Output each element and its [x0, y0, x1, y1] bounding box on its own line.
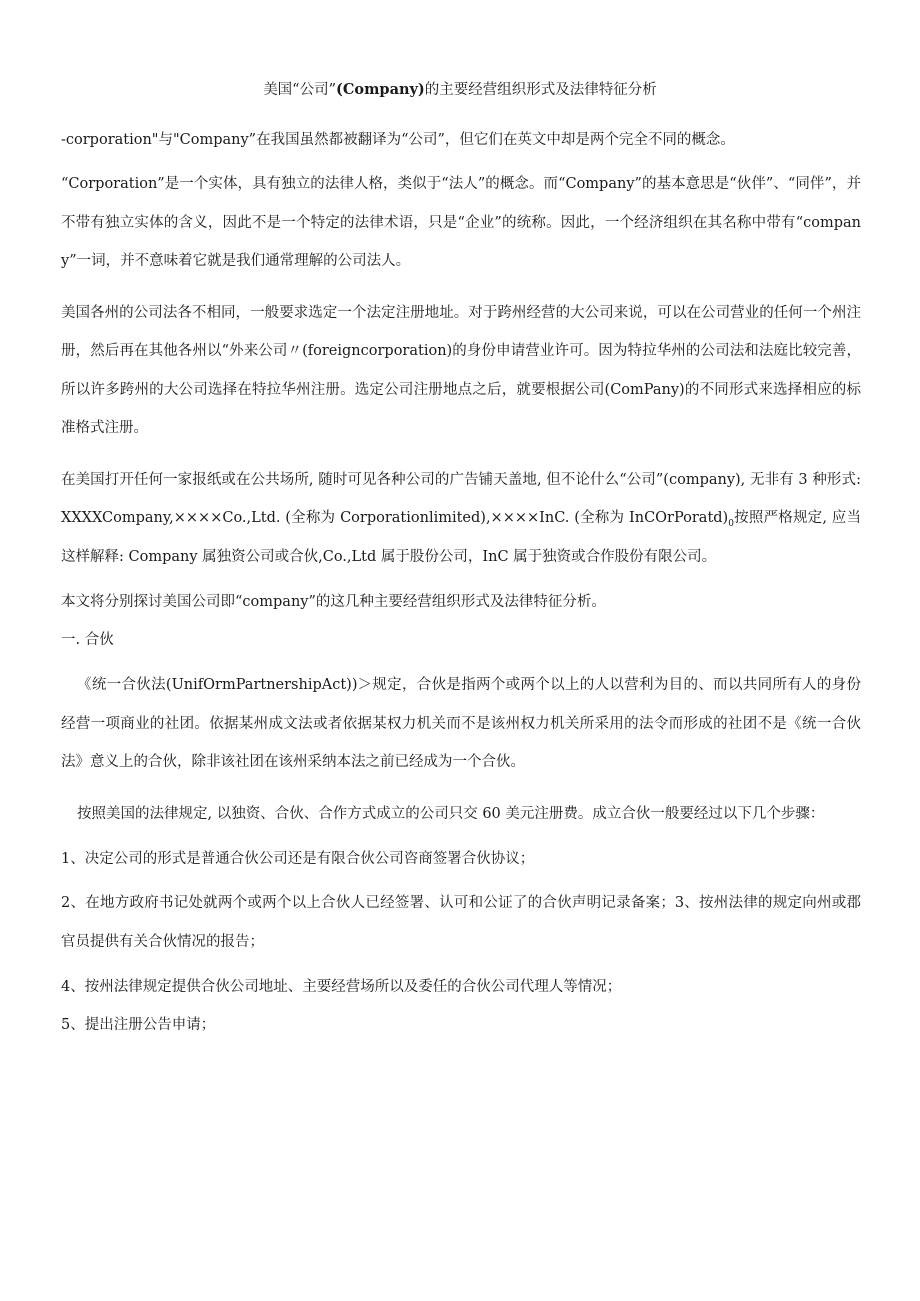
paragraph-article-scope: 本文将分别探讨美国公司即“company”的这几种主要经营组织形式及法律特征分析。 [61, 594, 606, 610]
company-forms-text-b: 按照严格规定, 应当这样解释: Company 属独资公司或合伙,Co.,Ltd 属于股份公司，InC 属于独资或合作股份有限公司。 [61, 510, 861, 565]
title-suffix: 的主要经营组织形式及法律特征分析 [424, 82, 657, 98]
paragraph-corporation-definition: “Corporation”是一个实体，具有独立的法律人格，类似于“法人”的概念。而“Company”的基本意思是“伙伴”、“同伴”，并不带有独立实体的含义，因此不是一个特定的法律术语，只是“企业”的统称。因此，一个经济组织在其名称中带有“company”一词，并不意味着它就是我们通常理解的公司法人。 [61, 176, 861, 269]
document-title [0, 80, 920, 100]
title-company: (Company) [336, 81, 425, 98]
step-4: 4、按州法律规定提供合伙公司地址、主要经营场所以及委任的合伙公司代理人等情况； [61, 979, 622, 995]
company-forms-text-a: 在美国打开任何一家报纸或在公共场所, 随时可见各种公司的广告铺天盖地, 但不论什么“公司”(company), 无非有 3 种形式: XXXXCompany,××××Co.,Ltd. (全称为 Corporationlimited),××××InC. (全称为 InCOrPoratd) [61, 471, 861, 526]
paragraph-registration-fee: 按照美国的法律规定, 以独资、合伙、合作方式成立的公司只交 60 美元注册费。成立合伙一般要经过以下几个步骤： [77, 805, 825, 822]
section-heading-partnership: 一. 合伙 [61, 632, 114, 648]
title-prefix: 美国“公司” [263, 82, 337, 98]
company-forms-subscript: 0 [728, 518, 734, 529]
paragraph-state-registration: 美国各州的公司法各不相同，一般要求选定一个法定注册地址。对于跨州经营的大公司来说，可以在公司营业的任何一个州注册，然后再在其他各州以“外来公司〃(foreigncorporation)的身份申请营业许可。因为特拉华州的公司法和法庭比较完善，所以许多跨州的大公司选择在特拉华州注册。选定公司注册地点之后，就要根据公司(ComPany)的不同形式来选择相应的标准格式注册。 [61, 304, 861, 436]
step-2-3: 2、在地方政府书记处就两个或两个以上合伙人已经签署、认可和公证了的合伙声明记录备案；3、按州法律的规定向州或郡官员提供有关合伙情况的报告； [61, 895, 861, 950]
step-1: 1、决定公司的形式是普通合伙公司还是有限合伙公司咨商签署合伙协议； [61, 851, 535, 867]
document-body [61, 127, 861, 1050]
paragraph-partnership-act: 《统一合伙法(UnifOrmPartnershipAct))＞规定，合伙是指两个或两个以上的人以营利为目的、而以共同所有人的身份经营一项商业的社团。依据某州成文法或者依据某权力机关而不是该州权力机关所采用的法令而形成的社团不是《统一合伙法》意义上的合伙，除非该社团在该州采纳本法之前已经成为一个合伙。 [61, 677, 861, 770]
step-5: 5、提出注册公告申请； [61, 1017, 216, 1033]
paragraph-intro: -corporation"与"Company”在我国虽然都被翻译为“公司”，但它们在英文中却是两个完全不同的概念。 [61, 132, 735, 148]
paragraph-company-forms [61, 461, 861, 577]
